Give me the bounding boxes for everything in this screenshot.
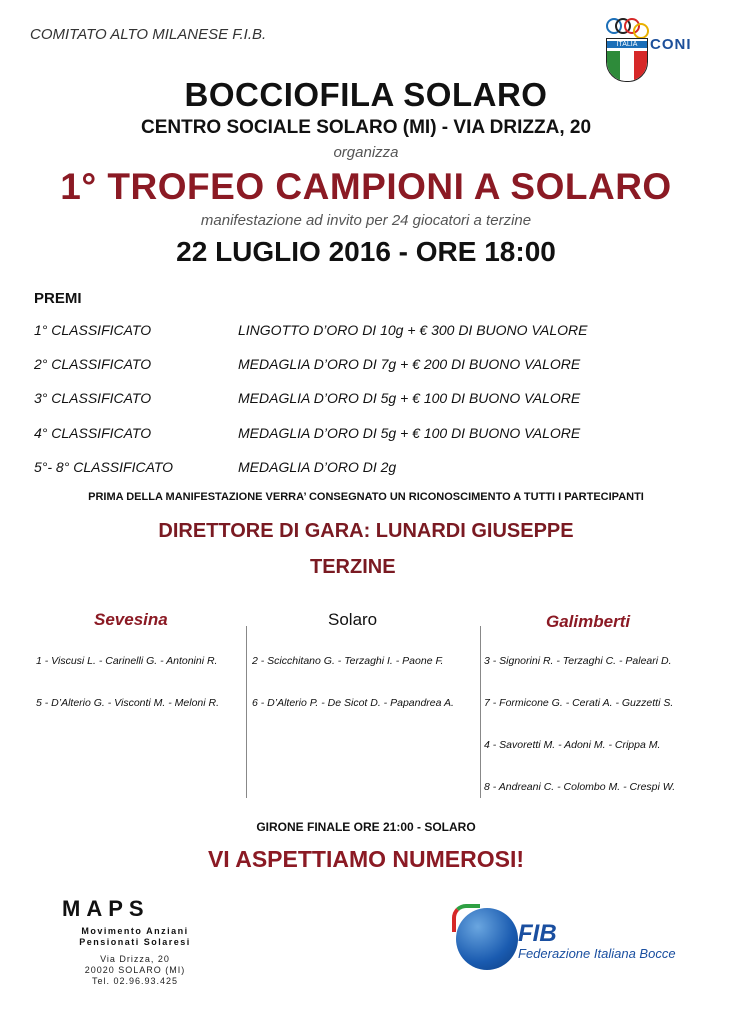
format-label: TERZINE xyxy=(310,556,396,578)
group-header-sevesina: Sevesina xyxy=(94,610,168,629)
prize-position: 1° CLASSIFICATO xyxy=(34,322,152,338)
prize-value: MEDAGLIA D’ORO DI 5g + € 100 DI BUONO VALORE xyxy=(238,390,581,406)
maps-line1: Movimento Anziani xyxy=(81,926,189,936)
prize-position: 5°- 8° CLASSIFICATO xyxy=(34,459,174,475)
committee-header: COMITATO ALTO MILANESE F.I.B. xyxy=(30,26,267,43)
coni-label: CONI xyxy=(650,36,692,53)
prize-value: MEDAGLIA D’ORO DI 7g + € 200 DI BUONO VALORE xyxy=(238,356,581,372)
prize-position: 3° CLASSIFICATO xyxy=(34,390,152,406)
fib-arc-icon xyxy=(452,904,480,932)
group-header-galimberti: Galimberti xyxy=(546,612,631,631)
maps-phone: Tel. 02.96.93.425 xyxy=(91,976,179,986)
slogan: VI ASPETTIAMO NUMEROSI! xyxy=(207,846,525,872)
column-divider xyxy=(480,626,481,798)
race-director: DIRETTORE DI GARA: LUNARDI GIUSEPPE xyxy=(158,520,574,542)
group-header-solaro: Solaro xyxy=(328,610,378,629)
prizes-title: PREMI xyxy=(34,290,82,307)
team-entry: 2 - Scicchitano G. - Terzaghi I. - Paone F. xyxy=(252,655,444,667)
coni-shield-text: ITALIA xyxy=(607,41,647,48)
event-date: 22 LUGLIO 2016 - ORE 18:00 xyxy=(176,236,556,267)
final-round: GIRONE FINALE ORE 21:00 - SOLARO xyxy=(256,820,476,834)
invite-description: manifestazione ad invito per 24 giocatori a terzine xyxy=(200,212,532,229)
fib-full-name: Federazione Italiana Bocce xyxy=(518,946,676,961)
maps-line2: Pensionati Solaresi xyxy=(79,937,191,947)
prize-value: MEDAGLIA D’ORO DI 2g xyxy=(238,459,397,475)
club-name: BOCCIOFILA SOLARO xyxy=(184,76,548,113)
olympic-rings-icon xyxy=(606,18,652,34)
team-entry: 1 - Viscusi L. - Carinelli G. - Antonini R. xyxy=(36,655,218,667)
team-entry: 3 - Signorini R. - Terzaghi C. - Paleari D. xyxy=(484,655,672,667)
maps-city: 20020 SOLARO (MI) xyxy=(84,965,186,975)
venue: CENTRO SOCIALE SOLARO (MI) - VIA DRIZZA, 20 xyxy=(140,117,592,138)
team-entry: 8 - Andreani C. - Colombo M. - Crespi W. xyxy=(484,781,676,793)
organizes-label: organizza xyxy=(333,144,399,161)
column-divider xyxy=(246,626,247,798)
prize-value: MEDAGLIA D’ORO DI 5g + € 100 DI BUONO VALORE xyxy=(238,425,581,441)
fib-acronym: FIB xyxy=(518,920,557,947)
coni-logo xyxy=(604,18,704,84)
trophy-title: 1° TROFEO CAMPIONI A SOLARO xyxy=(60,166,672,207)
maps-address: Via Drizza, 20 xyxy=(100,954,170,964)
team-entry: 4 - Savoretti M. - Adoni M. - Crippa M. xyxy=(484,739,661,751)
team-entry: 6 - D’Alterio P. - De Sicot D. - Papandrea A. xyxy=(252,697,454,709)
team-entry: 7 - Formicone G. - Cerati A. - Guzzetti S. xyxy=(484,697,674,709)
maps-logo: MAPS xyxy=(62,896,150,921)
notice-text: PRIMA DELLA MANIFESTAZIONE VERRA’ CONSEGNATO UN RICONOSCIMENTO A TUTTI I PARTECIPANTI xyxy=(88,491,644,503)
prize-position: 4° CLASSIFICATO xyxy=(34,425,152,441)
prize-value: LINGOTTO D’ORO DI 10g + € 300 DI BUONO VALORE xyxy=(238,322,588,338)
prize-position: 2° CLASSIFICATO xyxy=(34,356,152,372)
team-entry: 5 - D’Alterio G. - Visconti M. - Meloni R. xyxy=(36,697,220,709)
